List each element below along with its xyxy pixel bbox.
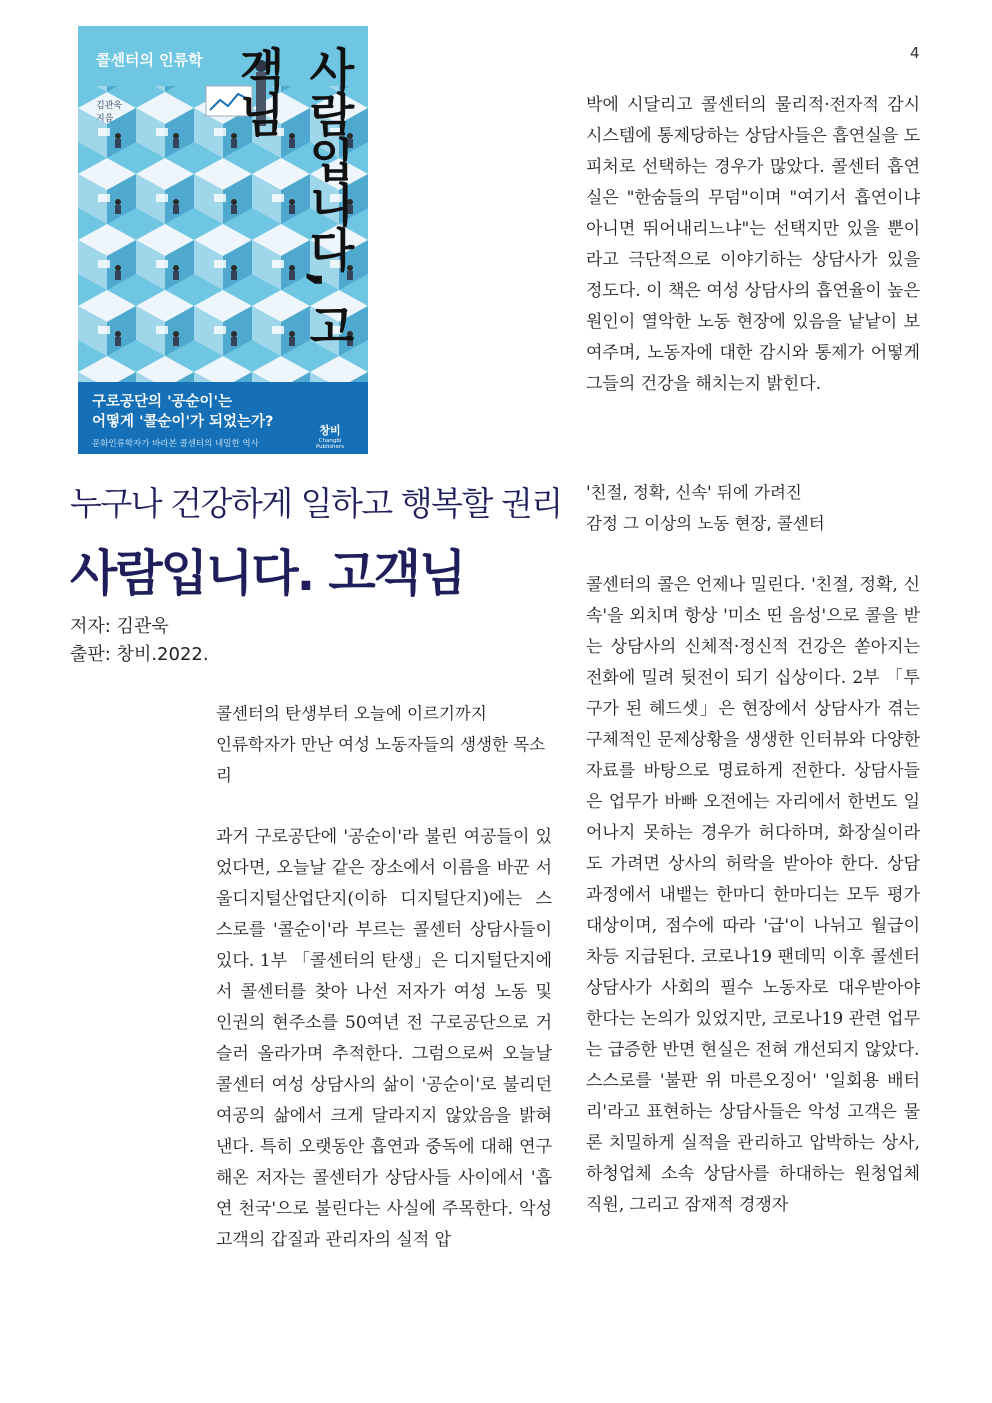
article-subtitle: 누구나 건강하게 일하고 행복할 권리	[70, 484, 562, 523]
cover-author-suffix: 지음	[96, 114, 114, 124]
right-top-paragraph: 박에 시달리고 콜센터의 물리적·전자적 감시 시스템에 통제당하는 상담사들은 흡연실을 도피처로 선택하는 경우가 많았다. 콜센터 흡연실은 "한숨들의 무덤"이며 "여기서 흡연이냐 아니면 뛰어내리느냐"는 선택지만 있을 뿐이라고 극단적으로 이야기하는 상담사가 있을 정도다. 이 책은 여성 상담사의 흡연율이 높은 원인이 열악한 노동 현장에 있음을 낱낱이 보여주며, 노동자에 대한 감시와 통제가 어떻게 그들의 건강을 해치는지 밝힌다.	[586, 95, 920, 394]
cover-author	[96, 100, 156, 126]
article-title: 사람입니다. 고객님	[70, 545, 465, 602]
section-heading-line-1: '친절, 정확, 신속' 뒤에 가려진	[586, 483, 802, 502]
section-heading	[586, 477, 920, 539]
cover-tagline: 문화인류학자가 바라본 콜센터의 내밀한 역사	[92, 439, 259, 449]
left-body-paragraph: 과거 구로공단에 '공순이'라 불린 여공들이 있었다면, 오늘날 같은 장소에서 이름을 바꾼 서울디지털산업단지(이하 디지털단지)에는 스스로를 '콜순이'라 부르는 콜센터 상담사들이 있다. 1부 「콜센터의 탄생」은 디지털단지에서 콜센터를 찾아 나선 저자가 여성 노동 및 인권의 현주소를 50여년 전 구로공단으로 거슬러 올라가며 추적한다. 그럼으로써 오늘날 콜센터 여성 상담사의 삶이 '공순이'로 불리던 여공의 삶에서 크게 달라지지 않았음을 밝혀낸다. 특히 오랫동안 흡연과 중독에 대해 연구해온 저자는 콜센터가 상담사들 사이에서 '흡연 천국'으로 불린다는 사실에 주목한다. 악성 고객의 갑질과 관리자의 실적 압	[216, 827, 552, 1250]
book-cover-image	[78, 26, 368, 454]
publisher-logo-mark: 창비	[319, 424, 341, 437]
book-author: 저자: 김관욱	[70, 616, 169, 637]
lead-line-1: 콜센터의 탄생부터 오늘에 이르기까지	[216, 704, 487, 723]
left-column	[216, 698, 552, 1256]
right-column-body	[586, 570, 920, 1221]
right-body-paragraph-2: 스스로를 '불판 위 마른오징어' '일회용 배터리'라고 표현하는 상담사들은 악성 고객은 물론 치밀하게 실적을 관리하고 압박하는 상사, 하청업체 소속 상담사를 하대하는 원청업체 직원, 그리고 잠재적 경쟁자	[586, 1071, 920, 1215]
right-column-top	[586, 90, 920, 400]
cover-series-label: 콜센터의 인류학	[96, 51, 203, 69]
publisher-logo-name: Changbi Publishers	[315, 438, 345, 450]
publisher-logo	[306, 422, 354, 450]
section-heading-line-2: 감정 그 이상의 노동 현장, 콜센터	[586, 514, 825, 533]
lead-line-2: 인류학자가 만난 여성 노동자들의 생생한 목소리	[216, 735, 546, 785]
cover-title: 사람입니다, 고객님	[232, 46, 356, 348]
right-body-paragraph-1: 콜센터의 콜은 언제나 밀린다. '친절, 정확, 신속'을 외치며 항상 '미소 띤 음성'으로 콜을 받는 상담사의 신체적·정신적 건강은 쏟아지는 전화에 밀려 뒷전이 되기 십상이다. 2부 「투구가 된 헤드셋」은 현장에서 상담사가 겪는 구체적인 문제상황을 생생한 인터뷰와 다양한 자료를 바탕으로 명료하게 전한다. 상담사들은 업무가 바빠 오전에는 자리에서 한번도 일어나지 못하는 경우가 허다하며, 화장실이라도 가려면 상사의 허락을 받아야 한다. 상담 과정에서 내뱉는 한마디 한마디는 모두 평가 대상이며, 점수에 따라 '급'이 나뉘고 월급이 차등 지급된다. 코로나19 팬데믹 이후 콜센터 상담사가 사회의 필수 노동자로 대우받아야 한다는 논의가 있었지만, 코로나19 관련 업무는 급증한 반면 현실은 전혀 개선되지 않았다.	[586, 575, 920, 1060]
cover-author-name: 김관욱	[96, 101, 123, 111]
page-number: 4	[910, 44, 920, 62]
cover-subtitle-line1: 구로공단의 '공순이'는	[92, 394, 232, 410]
cover-subtitle-line2: 어떻게 '콜순이'가 되었는가?	[92, 414, 274, 430]
book-publisher: 출판: 창비.2022.	[70, 644, 209, 665]
